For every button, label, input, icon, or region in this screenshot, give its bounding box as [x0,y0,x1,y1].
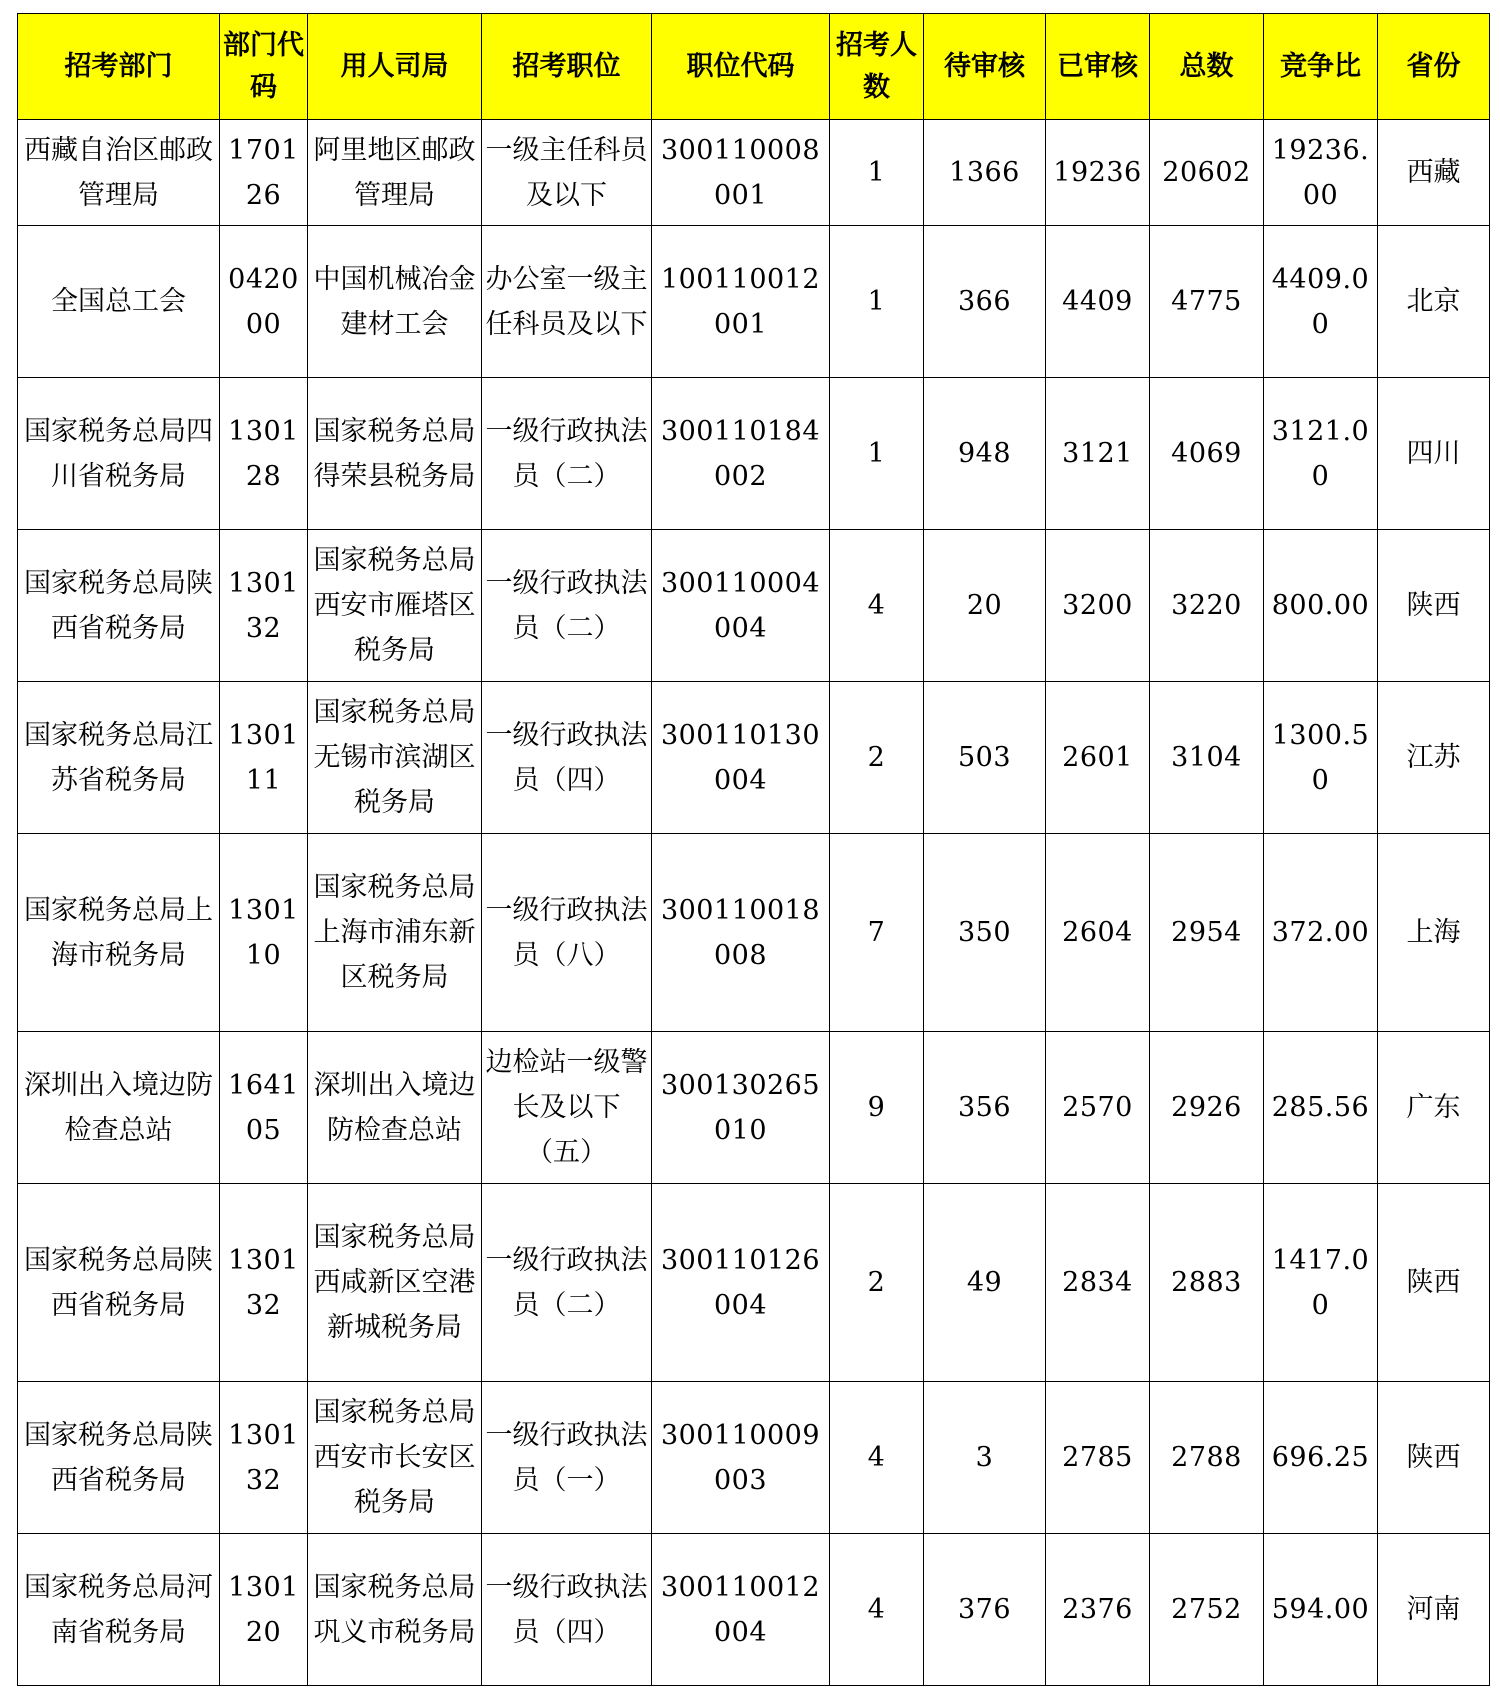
cell-total: 2926 [1150,1032,1264,1184]
table-row [18,226,1490,378]
cell-reviewed: 19236 [1046,120,1150,226]
header-reviewed: 已审核 [1046,14,1150,120]
cell-hiring-count: 1 [830,226,924,378]
cell-department-code: 042000 [220,226,308,378]
cell-competition-ratio: 285.56 [1264,1032,1378,1184]
cell-position-code: 300110004004 [652,530,830,682]
cell-pending-review: 356 [924,1032,1046,1184]
cell-total: 4775 [1150,226,1264,378]
cell-employing-bureau: 国家税务总局巩义市税务局 [308,1534,482,1686]
cell-department-code: 164105 [220,1032,308,1184]
cell-department-code: 130110 [220,834,308,1032]
cell-department-code: 170126 [220,120,308,226]
cell-reviewed: 2570 [1046,1032,1150,1184]
table-row [18,120,1490,226]
cell-competition-ratio: 4409.00 [1264,226,1378,378]
cell-hiring-count: 4 [830,1382,924,1534]
cell-position-code: 100110012001 [652,226,830,378]
cell-department-code: 130120 [220,1534,308,1686]
cell-position-code: 300110009003 [652,1382,830,1534]
cell-hiring-count: 2 [830,1184,924,1382]
table-row [18,1382,1490,1534]
cell-employing-bureau: 深圳出入境边防检查总站 [308,1032,482,1184]
cell-competition-ratio: 800.00 [1264,530,1378,682]
cell-employing-bureau: 国家税务总局无锡市滨湖区税务局 [308,682,482,834]
table-row [18,1184,1490,1382]
table-row [18,1032,1490,1184]
cell-department: 国家税务总局陕西省税务局 [18,1382,220,1534]
cell-department-code: 130128 [220,378,308,530]
cell-department: 全国总工会 [18,226,220,378]
cell-hiring-count: 1 [830,378,924,530]
header-pending-review: 待审核 [924,14,1046,120]
cell-hiring-count: 7 [830,834,924,1032]
table-row [18,1534,1490,1686]
cell-position: 一级主任科员及以下 [482,120,652,226]
cell-employing-bureau: 国家税务总局得荣县税务局 [308,378,482,530]
recruitment-table [17,13,1490,1686]
cell-total: 2954 [1150,834,1264,1032]
cell-position-code: 300130265010 [652,1032,830,1184]
cell-position: 边检站一级警长及以下（五） [482,1032,652,1184]
cell-department: 国家税务总局江苏省税务局 [18,682,220,834]
header-department: 招考部门 [18,14,220,120]
cell-department-code: 130132 [220,1382,308,1534]
cell-department-code: 130111 [220,682,308,834]
cell-competition-ratio: 3121.00 [1264,378,1378,530]
cell-reviewed: 4409 [1046,226,1150,378]
table-row [18,834,1490,1032]
cell-department: 国家税务总局河南省税务局 [18,1534,220,1686]
cell-province: 北京 [1378,226,1490,378]
header-hiring-count: 招考人数 [830,14,924,120]
cell-department-code: 130132 [220,530,308,682]
cell-position-code: 300110130004 [652,682,830,834]
cell-pending-review: 503 [924,682,1046,834]
cell-position: 一级行政执法员（二） [482,378,652,530]
cell-province: 陕西 [1378,530,1490,682]
cell-department: 国家税务总局四川省税务局 [18,378,220,530]
cell-position: 办公室一级主任科员及以下 [482,226,652,378]
cell-reviewed: 3200 [1046,530,1150,682]
cell-reviewed: 2601 [1046,682,1150,834]
cell-position-code: 300110012004 [652,1534,830,1686]
cell-department: 西藏自治区邮政管理局 [18,120,220,226]
cell-department: 深圳出入境边防检查总站 [18,1032,220,1184]
cell-department: 国家税务总局上海市税务局 [18,834,220,1032]
cell-hiring-count: 4 [830,1534,924,1686]
cell-total: 3104 [1150,682,1264,834]
cell-competition-ratio: 19236.00 [1264,120,1378,226]
cell-province: 四川 [1378,378,1490,530]
cell-competition-ratio: 696.25 [1264,1382,1378,1534]
cell-total: 2788 [1150,1382,1264,1534]
cell-province: 陕西 [1378,1184,1490,1382]
cell-employing-bureau: 中国机械冶金建材工会 [308,226,482,378]
cell-position: 一级行政执法员（八） [482,834,652,1032]
cell-pending-review: 350 [924,834,1046,1032]
cell-pending-review: 376 [924,1534,1046,1686]
cell-hiring-count: 4 [830,530,924,682]
cell-pending-review: 948 [924,378,1046,530]
cell-position: 一级行政执法员（四） [482,1534,652,1686]
cell-pending-review: 1366 [924,120,1046,226]
cell-employing-bureau: 阿里地区邮政管理局 [308,120,482,226]
cell-reviewed: 2785 [1046,1382,1150,1534]
cell-employing-bureau: 国家税务总局上海市浦东新区税务局 [308,834,482,1032]
cell-reviewed: 2376 [1046,1534,1150,1686]
header-employing-bureau: 用人司局 [308,14,482,120]
cell-position: 一级行政执法员（二） [482,1184,652,1382]
cell-total: 20602 [1150,120,1264,226]
cell-reviewed: 2834 [1046,1184,1150,1382]
cell-province: 江苏 [1378,682,1490,834]
cell-total: 4069 [1150,378,1264,530]
cell-total: 2883 [1150,1184,1264,1382]
cell-pending-review: 20 [924,530,1046,682]
cell-competition-ratio: 594.00 [1264,1534,1378,1686]
cell-reviewed: 3121 [1046,378,1150,530]
cell-competition-ratio: 1417.00 [1264,1184,1378,1382]
cell-employing-bureau: 国家税务总局西咸新区空港新城税务局 [308,1184,482,1382]
cell-department-code: 130132 [220,1184,308,1382]
cell-hiring-count: 2 [830,682,924,834]
cell-position-code: 300110008001 [652,120,830,226]
header-position: 招考职位 [482,14,652,120]
cell-pending-review: 366 [924,226,1046,378]
cell-total: 2752 [1150,1534,1264,1686]
header-province: 省份 [1378,14,1490,120]
cell-employing-bureau: 国家税务总局西安市雁塔区税务局 [308,530,482,682]
cell-hiring-count: 9 [830,1032,924,1184]
cell-province: 上海 [1378,834,1490,1032]
cell-department: 国家税务总局陕西省税务局 [18,530,220,682]
table-row [18,530,1490,682]
cell-province: 西藏 [1378,120,1490,226]
cell-province: 河南 [1378,1534,1490,1686]
cell-competition-ratio: 372.00 [1264,834,1378,1032]
cell-position: 一级行政执法员（一） [482,1382,652,1534]
header-competition-ratio: 竞争比 [1264,14,1378,120]
header-total: 总数 [1150,14,1264,120]
header-row [18,14,1490,120]
cell-reviewed: 2604 [1046,834,1150,1032]
cell-total: 3220 [1150,530,1264,682]
cell-pending-review: 3 [924,1382,1046,1534]
cell-position-code: 300110184002 [652,378,830,530]
cell-province: 陕西 [1378,1382,1490,1534]
cell-hiring-count: 1 [830,120,924,226]
header-department-code: 部门代码 [220,14,308,120]
cell-department: 国家税务总局陕西省税务局 [18,1184,220,1382]
cell-position-code: 300110018008 [652,834,830,1032]
cell-province: 广东 [1378,1032,1490,1184]
cell-employing-bureau: 国家税务总局西安市长安区税务局 [308,1382,482,1534]
cell-competition-ratio: 1300.50 [1264,682,1378,834]
table-row [18,682,1490,834]
cell-position: 一级行政执法员（二） [482,530,652,682]
cell-position: 一级行政执法员（四） [482,682,652,834]
header-position-code: 职位代码 [652,14,830,120]
table-row [18,378,1490,530]
cell-position-code: 300110126004 [652,1184,830,1382]
cell-pending-review: 49 [924,1184,1046,1382]
